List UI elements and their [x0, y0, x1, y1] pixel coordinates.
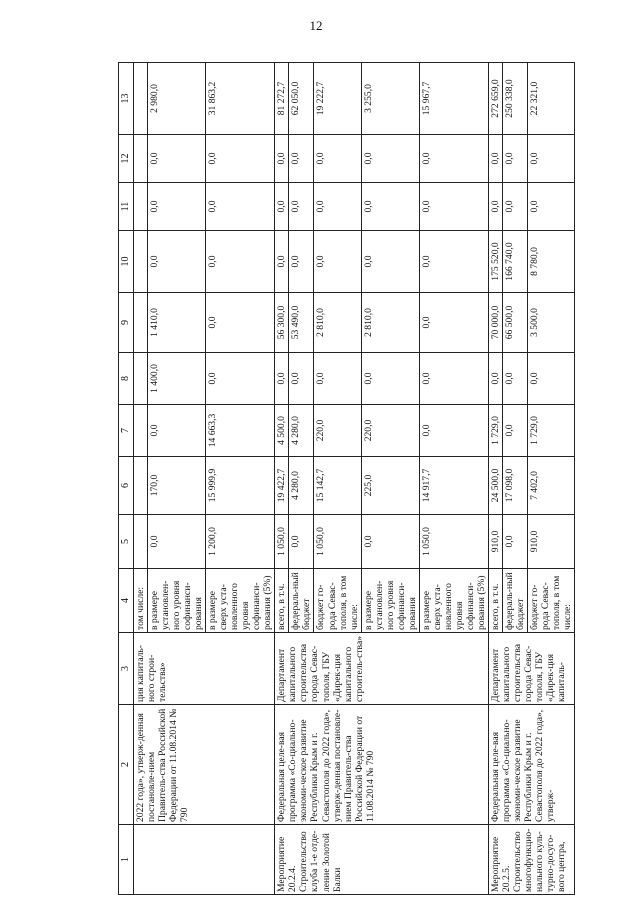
program-cell: Федеральная целе-вая программа «Со-циально-экономи-ческое развитие Республики Крым и г. Севастополя до 2022 года», утверж- — [488, 705, 574, 825]
value-cell: 22 321,0 — [528, 63, 575, 135]
header-row — [119, 63, 134, 895]
funding-source-cell: бюджет го-рода Севас-тополя, в том числе: — [528, 569, 575, 633]
value-cell: 170,0 — [148, 457, 206, 515]
value-cell: 62 050,0 — [289, 63, 314, 135]
value-cell: 0,0 — [148, 405, 206, 457]
executor-cell: Департамент капитального строительства города Севас-тополя, ГБУ «Дирек-ция капиталь- — [488, 633, 574, 705]
value-cell — [134, 405, 148, 457]
activity-cell — [134, 825, 275, 895]
rotated-table-frame — [118, 63, 574, 895]
value-cell: 0,0 — [289, 353, 314, 405]
value-cell: 0,0 — [289, 231, 314, 293]
value-cell — [134, 135, 148, 183]
table-row — [134, 63, 148, 895]
value-cell: 0,0 — [206, 135, 275, 183]
value-cell — [134, 515, 148, 569]
value-cell: 56 300,0 — [275, 293, 289, 353]
value-cell: 70 000,0 — [488, 293, 502, 353]
value-cell: 0,0 — [314, 135, 361, 183]
budget-table — [118, 62, 575, 895]
funding-source-cell: в размере сверх уста-новленного уровня софинанси-рования (5%) — [206, 569, 275, 633]
header-cell: 1 — [119, 825, 134, 895]
value-cell: 0,0 — [419, 405, 488, 457]
value-cell: 0,0 — [502, 183, 527, 231]
value-cell: 0,0 — [289, 135, 314, 183]
value-cell: 0,0 — [528, 135, 575, 183]
value-cell — [134, 457, 148, 515]
funding-source-cell: всего, в т.ч. — [275, 569, 289, 633]
value-cell: 910,0 — [528, 515, 575, 569]
funding-source-cell: в размере установлен-ного уровня софинанси-рования — [148, 569, 206, 633]
value-cell: 0,0 — [361, 353, 419, 405]
value-cell: 0,0 — [528, 353, 575, 405]
value-cell: 2 810,0 — [314, 293, 361, 353]
value-cell: 910,0 — [488, 515, 502, 569]
value-cell: 3 255,0 — [361, 63, 419, 135]
value-cell: 220,0 — [361, 405, 419, 457]
value-cell: 14 663,3 — [206, 405, 275, 457]
header-cell: 8 — [119, 353, 134, 405]
value-cell: 1 410,0 — [148, 293, 206, 353]
value-cell: 15 142,7 — [314, 457, 361, 515]
value-cell: 4 280,0 — [289, 457, 314, 515]
value-cell: 0,0 — [361, 231, 419, 293]
header-cell: 5 — [119, 515, 134, 569]
value-cell: 17 098,0 — [502, 457, 527, 515]
header-cell: 2 — [119, 705, 134, 825]
value-cell: 8 780,0 — [528, 231, 575, 293]
value-cell: 2 980,0 — [148, 63, 206, 135]
value-cell: 0,0 — [289, 183, 314, 231]
header-cell: 11 — [119, 183, 134, 231]
value-cell: 0,0 — [206, 183, 275, 231]
value-cell: 0,0 — [275, 135, 289, 183]
value-cell: 250 338,0 — [502, 63, 527, 135]
header-cell: 13 — [119, 63, 134, 135]
value-cell: 220,0 — [314, 405, 361, 457]
header-cell: 7 — [119, 405, 134, 457]
activity-cell: Мероприятие 20.2.4. Строительство клуба 1-е отде-ление Золотой Балки — [275, 825, 489, 895]
executor-cell: Департамент капитального строительства города Севас-тополя, ГБУ «Дирек-ция капитального строитель-ства» — [275, 633, 489, 705]
value-cell: 175 520,0 — [488, 231, 502, 293]
value-cell: 272 659,0 — [488, 63, 502, 135]
value-cell: 1 729,0 — [488, 405, 502, 457]
value-cell — [134, 63, 148, 135]
value-cell: 0,0 — [206, 353, 275, 405]
value-cell: 0,0 — [502, 353, 527, 405]
value-cell: 4 280,0 — [289, 405, 314, 457]
header-cell: 6 — [119, 457, 134, 515]
value-cell: 1 400,0 — [148, 353, 206, 405]
value-cell: 0,0 — [314, 183, 361, 231]
value-cell: 66 500,0 — [502, 293, 527, 353]
funding-source-cell: всего, в т.ч. — [488, 569, 502, 633]
value-cell: 0,0 — [419, 353, 488, 405]
value-cell: 1 200,0 — [206, 515, 275, 569]
value-cell: 14 917,7 — [419, 457, 488, 515]
value-cell: 4 500,0 — [275, 405, 289, 457]
funding-source-cell: бюджет го-рода Севас-тополя, в том числе: — [314, 569, 361, 633]
page-number: 12 — [309, 18, 323, 33]
value-cell — [134, 231, 148, 293]
value-cell: 0,0 — [502, 135, 527, 183]
value-cell: 1 050,0 — [275, 515, 289, 569]
funding-source-cell: федераль-ный бюджет — [289, 569, 314, 633]
header-cell: 9 — [119, 293, 134, 353]
value-cell: 225,0 — [361, 457, 419, 515]
value-cell: 15 999,9 — [206, 457, 275, 515]
program-cell: 2022 года», утверж-денная постановле-нием Правитель-ства Российской Федерации от 11.08.2014 № 790 — [134, 705, 275, 825]
value-cell: 0,0 — [148, 135, 206, 183]
value-cell: 31 863,2 — [206, 63, 275, 135]
value-cell: 7 402,0 — [528, 457, 575, 515]
value-cell: 19 422,7 — [275, 457, 289, 515]
value-cell: 0,0 — [361, 515, 419, 569]
value-cell: 0,0 — [275, 183, 289, 231]
executor-cell: ция капиталь-ного строи-тельства» — [134, 633, 275, 705]
table-row — [488, 63, 502, 895]
program-cell: Федеральная целе-вая программа «Со-циально-экономи-ческое развитие Республики Крым и г. Севастополя до 2022 года», утверж-денная постановле-нием Правитель-ства Российской Федерации от 11.08.2014 № 790 — [275, 705, 489, 825]
value-cell — [134, 353, 148, 405]
value-cell: 1 050,0 — [419, 515, 488, 569]
activity-cell: Мероприятие 20.2.5. Строительство многофункцио-нального куль-турно-досуго-вого центра, — [488, 825, 574, 895]
value-cell: 1 729,0 — [528, 405, 575, 457]
value-cell: 0,0 — [206, 231, 275, 293]
value-cell — [134, 293, 148, 353]
value-cell: 19 222,7 — [314, 63, 361, 135]
header-cell: 10 — [119, 231, 134, 293]
funding-source-cell: том числе: — [134, 569, 148, 633]
funding-source-cell: в размере сверх уста-новленного уровня софинанси-рования (5%) — [419, 569, 488, 633]
table-body — [119, 63, 575, 895]
value-cell: 0,0 — [488, 183, 502, 231]
value-cell: 53 490,0 — [289, 293, 314, 353]
rotated-table-container — [118, 63, 574, 895]
value-cell: 3 500,0 — [528, 293, 575, 353]
value-cell: 0,0 — [289, 515, 314, 569]
value-cell: 0,0 — [502, 515, 527, 569]
value-cell: 0,0 — [314, 353, 361, 405]
value-cell: 0,0 — [148, 515, 206, 569]
value-cell: 81 272,7 — [275, 63, 289, 135]
header-cell: 4 — [119, 569, 134, 633]
header-cell: 12 — [119, 135, 134, 183]
value-cell: 0,0 — [528, 183, 575, 231]
value-cell: 1 050,0 — [314, 515, 361, 569]
value-cell: 15 967,7 — [419, 63, 488, 135]
value-cell: 0,0 — [419, 293, 488, 353]
funding-source-cell: федераль-ный бюджет — [502, 569, 527, 633]
funding-source-cell: в размере установлен-ного уровня софинанси-рования — [361, 569, 419, 633]
value-cell: 0,0 — [148, 231, 206, 293]
table-row — [275, 63, 289, 895]
value-cell: 0,0 — [419, 183, 488, 231]
value-cell: 0,0 — [361, 135, 419, 183]
value-cell: 0,0 — [206, 293, 275, 353]
value-cell — [134, 183, 148, 231]
value-cell: 0,0 — [488, 353, 502, 405]
value-cell: 0,0 — [361, 183, 419, 231]
value-cell: 0,0 — [419, 135, 488, 183]
value-cell: 24 500,0 — [488, 457, 502, 515]
value-cell: 2 810,0 — [361, 293, 419, 353]
value-cell: 166 740,0 — [502, 231, 527, 293]
value-cell: 0,0 — [314, 231, 361, 293]
value-cell: 0,0 — [502, 405, 527, 457]
value-cell: 0,0 — [419, 231, 488, 293]
header-cell: 3 — [119, 633, 134, 705]
value-cell: 0,0 — [148, 183, 206, 231]
value-cell: 0,0 — [275, 353, 289, 405]
value-cell: 0,0 — [275, 231, 289, 293]
value-cell: 0,0 — [488, 135, 502, 183]
